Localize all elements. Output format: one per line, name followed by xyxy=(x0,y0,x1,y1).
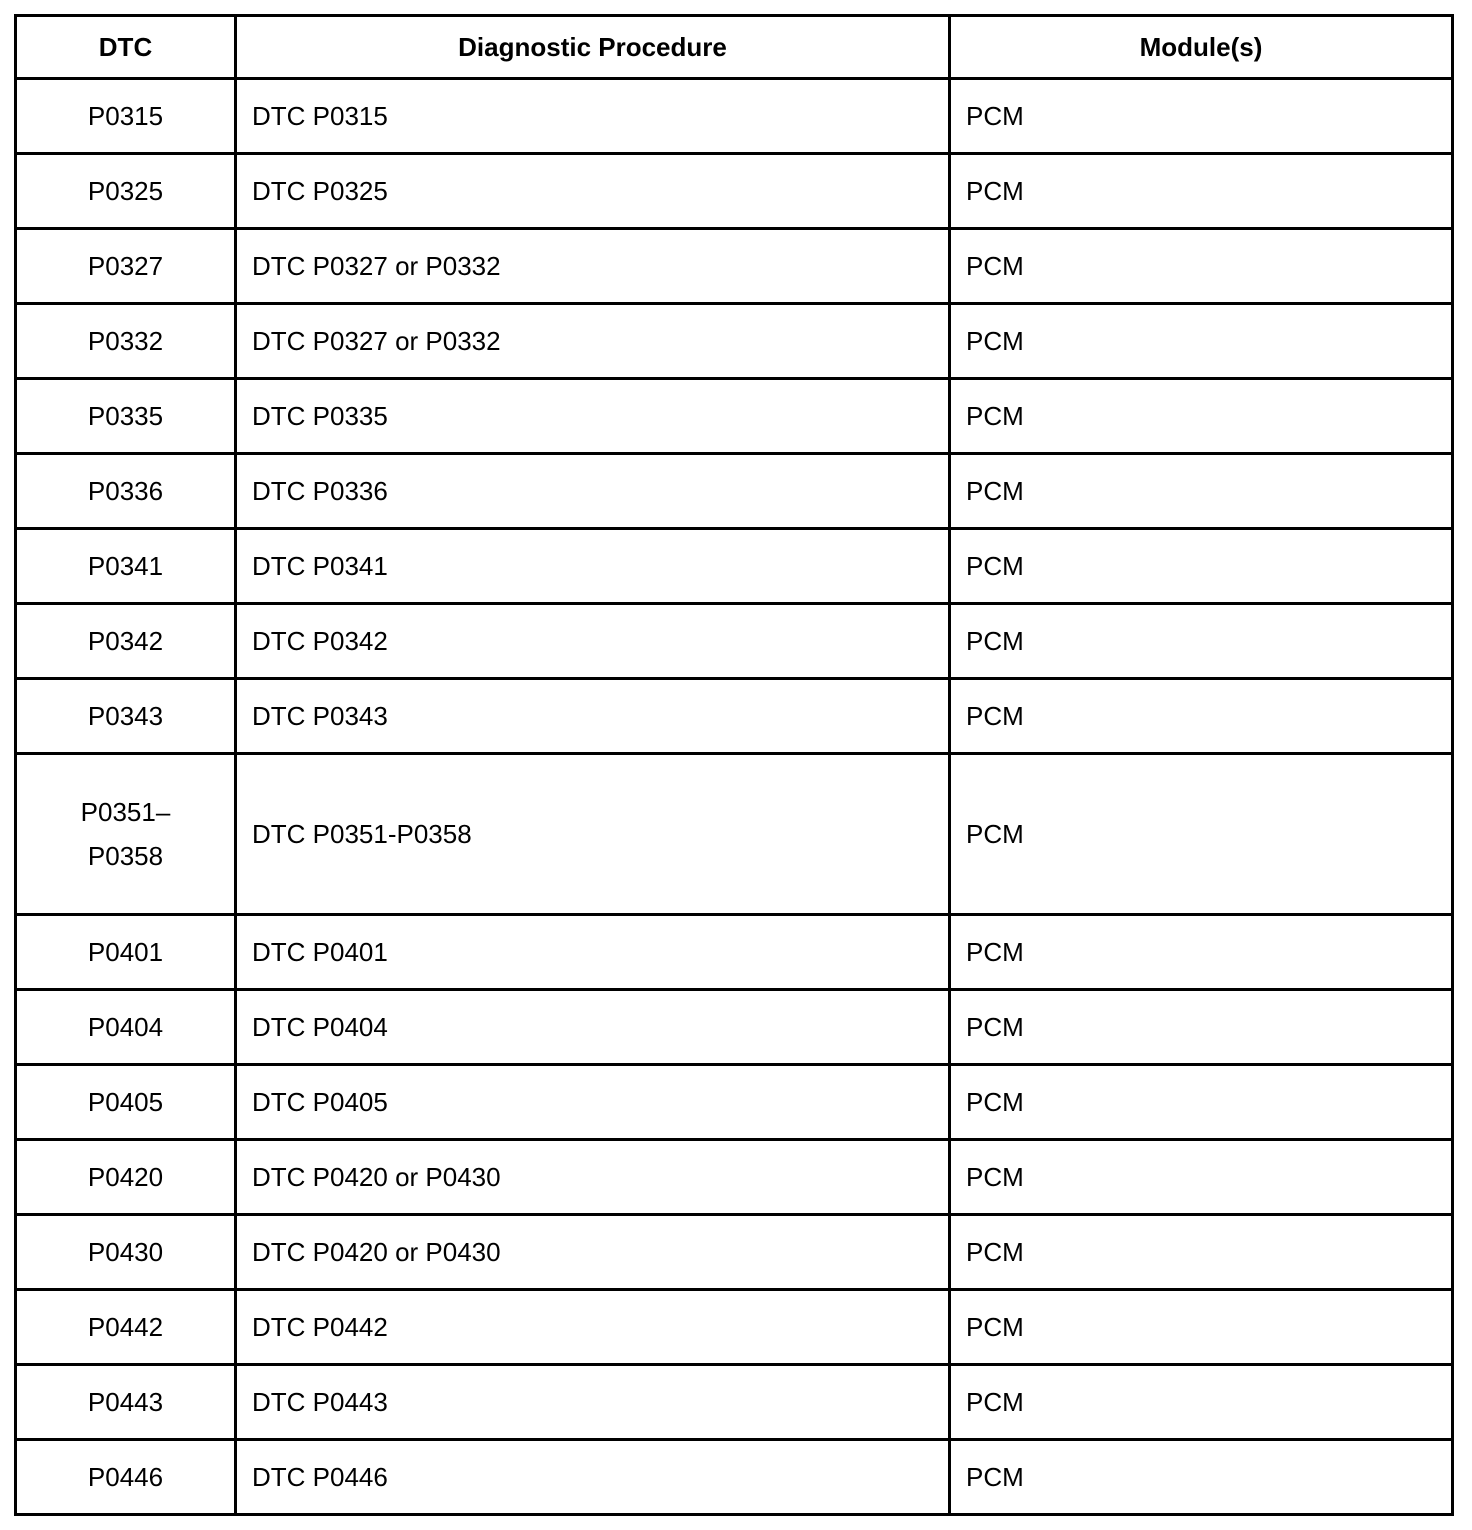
module-cell: PCM xyxy=(950,1215,1453,1290)
module-cell: PCM xyxy=(950,229,1453,304)
table-row xyxy=(16,154,1453,229)
module-cell: PCM xyxy=(950,1365,1453,1440)
table-row xyxy=(16,1290,1453,1365)
dtc-cell: P0443 xyxy=(16,1365,236,1440)
dtc-cell: P0343 xyxy=(16,679,236,754)
table-row xyxy=(16,1065,1453,1140)
procedure-cell: DTC P0404 xyxy=(236,990,950,1065)
dtc-cell: P0335 xyxy=(16,379,236,454)
dtc-cell: P0401 xyxy=(16,915,236,990)
table-row xyxy=(16,604,1453,679)
table-row xyxy=(16,1440,1453,1515)
procedure-cell: DTC P0327 or P0332 xyxy=(236,229,950,304)
module-cell: PCM xyxy=(950,679,1453,754)
dtc-cell: P0446 xyxy=(16,1440,236,1515)
table-row xyxy=(16,1140,1453,1215)
module-cell: PCM xyxy=(950,1290,1453,1365)
procedure-cell: DTC P0335 xyxy=(236,379,950,454)
table-row xyxy=(16,679,1453,754)
dtc-table xyxy=(14,14,1454,1516)
module-cell: PCM xyxy=(950,304,1453,379)
procedure-cell: DTC P0342 xyxy=(236,604,950,679)
table-row xyxy=(16,379,1453,454)
module-cell: PCM xyxy=(950,990,1453,1065)
table-row xyxy=(16,529,1453,604)
dtc-cell: P0327 xyxy=(16,229,236,304)
procedure-cell: DTC P0442 xyxy=(236,1290,950,1365)
table-row xyxy=(16,454,1453,529)
procedure-cell: DTC P0405 xyxy=(236,1065,950,1140)
module-cell: PCM xyxy=(950,1140,1453,1215)
table-row xyxy=(16,1365,1453,1440)
procedure-cell: DTC P0341 xyxy=(236,529,950,604)
header-diagnostic-procedure: Diagnostic Procedure xyxy=(236,16,950,79)
table-row xyxy=(16,990,1453,1065)
procedure-cell: DTC P0420 or P0430 xyxy=(236,1140,950,1215)
module-cell: PCM xyxy=(950,754,1453,915)
dtc-cell: P0442 xyxy=(16,1290,236,1365)
table-row xyxy=(16,304,1453,379)
dtc-cell: P0404 xyxy=(16,990,236,1065)
procedure-cell: DTC P0343 xyxy=(236,679,950,754)
dtc-cell: P0315 xyxy=(16,79,236,154)
table-row xyxy=(16,1215,1453,1290)
dtc-cell: P0342 xyxy=(16,604,236,679)
module-cell: PCM xyxy=(950,915,1453,990)
header-row xyxy=(16,16,1453,79)
header-modules: Module(s) xyxy=(950,16,1453,79)
dtc-cell: P0430 xyxy=(16,1215,236,1290)
module-cell: PCM xyxy=(950,379,1453,454)
procedure-cell: DTC P0401 xyxy=(236,915,950,990)
table-row xyxy=(16,229,1453,304)
table-row xyxy=(16,79,1453,154)
module-cell: PCM xyxy=(950,79,1453,154)
dtc-cell: P0336 xyxy=(16,454,236,529)
module-cell: PCM xyxy=(950,1440,1453,1515)
module-cell: PCM xyxy=(950,454,1453,529)
procedure-cell: DTC P0336 xyxy=(236,454,950,529)
procedure-cell: DTC P0443 xyxy=(236,1365,950,1440)
header-dtc: DTC xyxy=(16,16,236,79)
procedure-cell: DTC P0325 xyxy=(236,154,950,229)
table-row xyxy=(16,754,1453,915)
procedure-cell: DTC P0420 or P0430 xyxy=(236,1215,950,1290)
module-cell: PCM xyxy=(950,529,1453,604)
table-row xyxy=(16,915,1453,990)
procedure-cell: DTC P0327 or P0332 xyxy=(236,304,950,379)
procedure-cell: DTC P0446 xyxy=(236,1440,950,1515)
dtc-cell: P0405 xyxy=(16,1065,236,1140)
dtc-cell: P0341 xyxy=(16,529,236,604)
procedure-cell: DTC P0351-P0358 xyxy=(236,754,950,915)
dtc-cell: P0420 xyxy=(16,1140,236,1215)
procedure-cell: DTC P0315 xyxy=(236,79,950,154)
dtc-cell: P0325 xyxy=(16,154,236,229)
dtc-cell: P0332 xyxy=(16,304,236,379)
module-cell: PCM xyxy=(950,604,1453,679)
dtc-cell: P0351–P0358 xyxy=(16,754,236,915)
module-cell: PCM xyxy=(950,154,1453,229)
module-cell: PCM xyxy=(950,1065,1453,1140)
